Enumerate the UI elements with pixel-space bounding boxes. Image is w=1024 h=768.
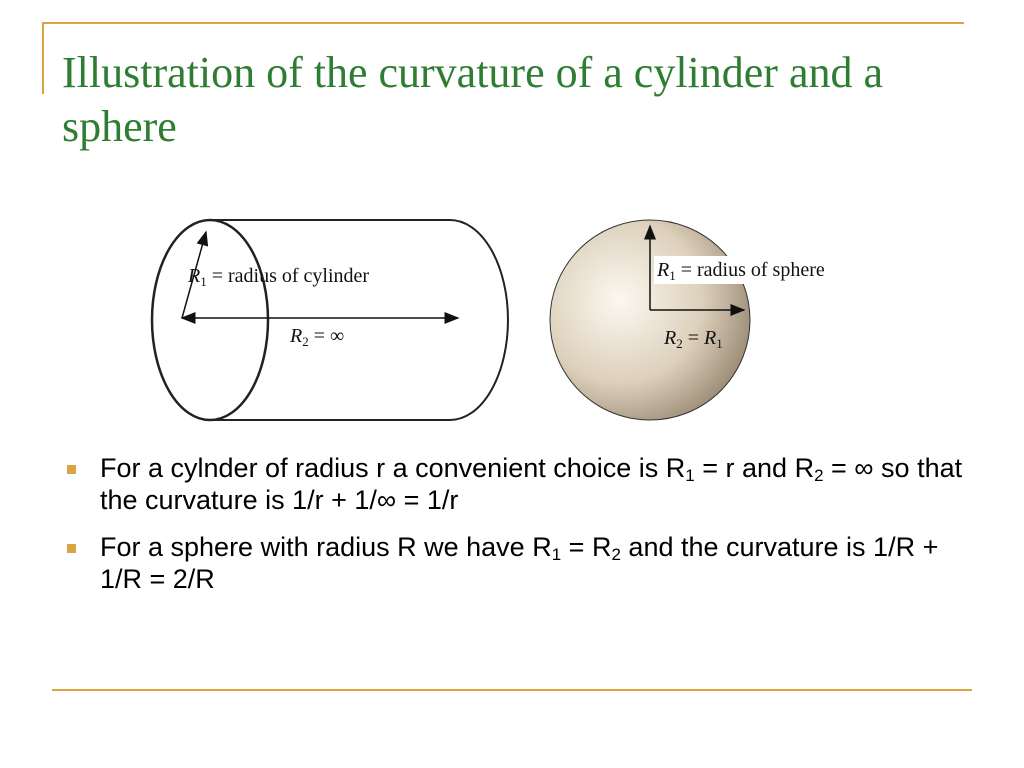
bullet-list xyxy=(62,452,967,610)
frame-left-rule xyxy=(42,22,44,94)
bullet-sphere: For a sphere with radius R we have $R_1 = R_2$ and the curvature is 1/R + 1/R = 2/R xyxy=(62,531,967,595)
sphere-r1-label: $R_1$ = radius of sphere xyxy=(657,259,825,283)
bullet-marker xyxy=(67,544,76,553)
cylinder-front-face xyxy=(152,220,268,420)
frame-bottom-rule xyxy=(52,689,972,691)
cylinder-back-edge xyxy=(450,220,508,420)
sphere-r2-label: $R_2 = R_1$ xyxy=(664,327,723,351)
bullet-marker xyxy=(67,465,76,474)
cylinder-r1-label: $R_1$ = radius of cylinder xyxy=(188,265,370,289)
cylinder-drawing xyxy=(152,220,508,420)
bullet-cylinder: For a cylnder of radius r a convenient choice is $R_1 = r$ and $R_2$ = ∞ so that the curvature is 1/r + 1/∞ = 1/r xyxy=(62,452,967,516)
slide-title: Illustration of the curvature of a cylinder and a sphere xyxy=(62,48,884,151)
cylinder-r2-label: $R_2$ = ∞ xyxy=(290,325,345,349)
frame-top-rule xyxy=(42,22,964,24)
curvature-figure xyxy=(140,210,900,440)
sphere-drawing xyxy=(550,220,890,420)
